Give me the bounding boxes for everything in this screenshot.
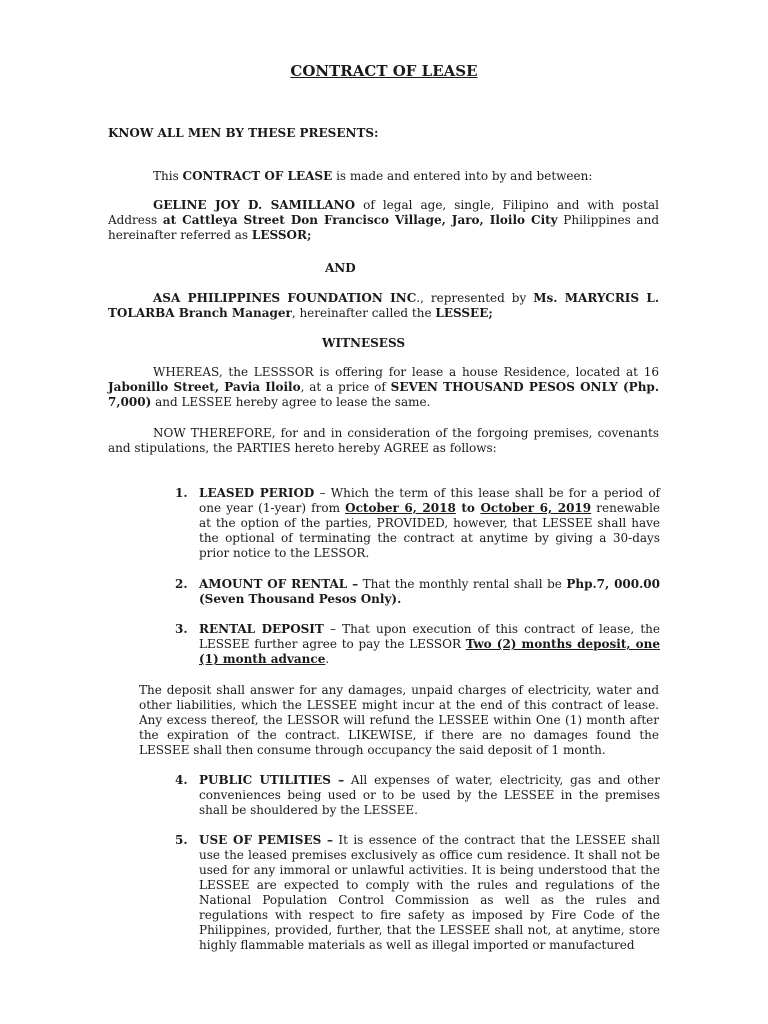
lessor-address: at Cattleya Street Don Francisco Village, Jaro, Iloilo City [162, 213, 558, 227]
list-item-end: . [325, 652, 330, 666]
list-item-text [199, 486, 660, 561]
list-item-public-utilities [175, 773, 660, 818]
whereas-text-1: WHEREAS, the LESSSOR is offering for lease a house Residence, located at 16 [153, 365, 659, 379]
list-item-body-cont: renewable at the option of the parties, PROVIDED, however, that LESSEE shall have the optional of terminating the contract at anytime by giving a 30-days prior notice to the LESSOR. [199, 501, 661, 560]
witnesess-heading: WITNESESS [322, 336, 406, 350]
list-item-use-of-premises [175, 833, 660, 953]
list-item-body: All expenses of water, electricity, gas and other conveniences being used or to be used by the LESSEE in the premises shall be shouldered by the LESSEE. [199, 773, 660, 817]
deposit-terms: Two (2) months deposit, one (1) month advance [199, 637, 660, 666]
and-separator: AND [325, 261, 356, 275]
deposit-paragraph: The deposit shall answer for any damages, unpaid charges of electricity, water and other liabilities, which the LESSEE might incur at the end of this contract of lease. Any excess thereof, the LESSOR will refund the LESSEE within One (1) month after the expiration of the contract. LIKEWISE, if there are no damages found the LESSEE shall then consume through occupancy the said deposit of 1 month. [139, 683, 659, 757]
lessor-paragraph [108, 198, 659, 243]
list-item-text [199, 622, 660, 667]
lessee-role: LESSEE; [435, 306, 493, 320]
lease-price: SEVEN THOUSAND PESOS ONLY (Php. 7,000) [108, 380, 659, 409]
list-item-heading: AMOUNT OF RENTAL – [199, 577, 359, 591]
list-item-heading: PUBLIC UTILITIES – [199, 773, 345, 787]
lessor-text-1: of legal age, single, Filipino and with postal Address [108, 198, 659, 227]
list-item-body: It is essence of the contract that the LESSEE shall use the leased premises exclusively as office cum residence. It shall not be used for any immoral or unlawful activities. It is being understood that the LESSEE are expected to comply with the rules and regulations of the National Population Control Commission as well as the rules and regulations with respect to fire safety as imposed by Fire Code of the Philippines, provided, further, that the LESSEE shall not, at anytime, store highly flammable materials as well as illegal imported or manufactured [199, 833, 661, 952]
list-item-leased-period [175, 486, 660, 561]
list-item-heading: LEASED PERIOD [199, 486, 315, 500]
intro-contract-term: CONTRACT OF LEASE [182, 169, 333, 183]
lessee-paragraph [108, 291, 659, 321]
lessee-text-2: , hereinafter called the [291, 306, 436, 320]
list-item-number: 2. [175, 577, 188, 591]
list-item-heading: RENTAL DEPOSIT [199, 622, 324, 636]
list-item-body: That the monthly rental shall be [358, 577, 567, 591]
lessor-name: GELINE JOY D. SAMILLANO [153, 198, 356, 212]
now-therefore-paragraph: NOW THEREFORE, for and in consideration of the forgoing premises, covenants and stipulations, the PARTIES hereto hereby AGREE as follows: [108, 426, 659, 455]
list-item-text [199, 773, 660, 818]
lessee-text-1: ., represented by [416, 291, 534, 305]
lease-start-date: October 6, 2018 [345, 501, 456, 515]
lease-end-date: October 6, 2019 [480, 501, 592, 515]
date-to-word: to [455, 501, 481, 515]
list-item-body: – That upon execution of this contract of lease, the LESSEE further agree to pay the LESSOR [199, 622, 660, 651]
lessor-text-2: Philippines and hereinafter referred as [108, 213, 659, 242]
property-location: Jabonillo Street, Pavia Iloilo [108, 380, 301, 394]
whereas-paragraph [108, 365, 659, 410]
lessee-representative: Ms. MARYCRIS L. TOLARBA Branch Manager [108, 291, 660, 320]
rental-amount: Php.7, 000.00 (Seven Thousand Pesos Only). [199, 577, 660, 606]
list-item-number: 4. [175, 773, 188, 787]
know-all-heading: KNOW ALL MEN BY THESE PRESENTS: [108, 126, 379, 140]
list-item-number: 3. [175, 622, 188, 636]
list-item-body: – Which the term of this lease shall be for a period of one year (1-year) from [199, 486, 660, 515]
whereas-text-2: , at a price of [300, 380, 391, 394]
list-item-number: 5. [175, 833, 188, 847]
list-item-text [199, 833, 660, 953]
lessee-name: ASA PHILIPPINES FOUNDATION INC [153, 291, 417, 305]
list-item-number: 1. [175, 486, 188, 500]
intro-text-a: This [153, 169, 183, 183]
whereas-text-3: and LESSEE hereby agree to lease the same. [151, 395, 431, 409]
list-item-text [199, 577, 660, 607]
document-title: CONTRACT OF LEASE [290, 62, 478, 80]
list-item-amount-of-rental [175, 577, 660, 607]
list-item-rental-deposit [175, 622, 660, 667]
intro-paragraph [153, 169, 663, 184]
lessor-role: LESSOR; [251, 228, 312, 242]
intro-text-c: is made and entered into by and between: [332, 169, 593, 183]
list-item-heading: USE OF PEMISES – [199, 833, 334, 847]
